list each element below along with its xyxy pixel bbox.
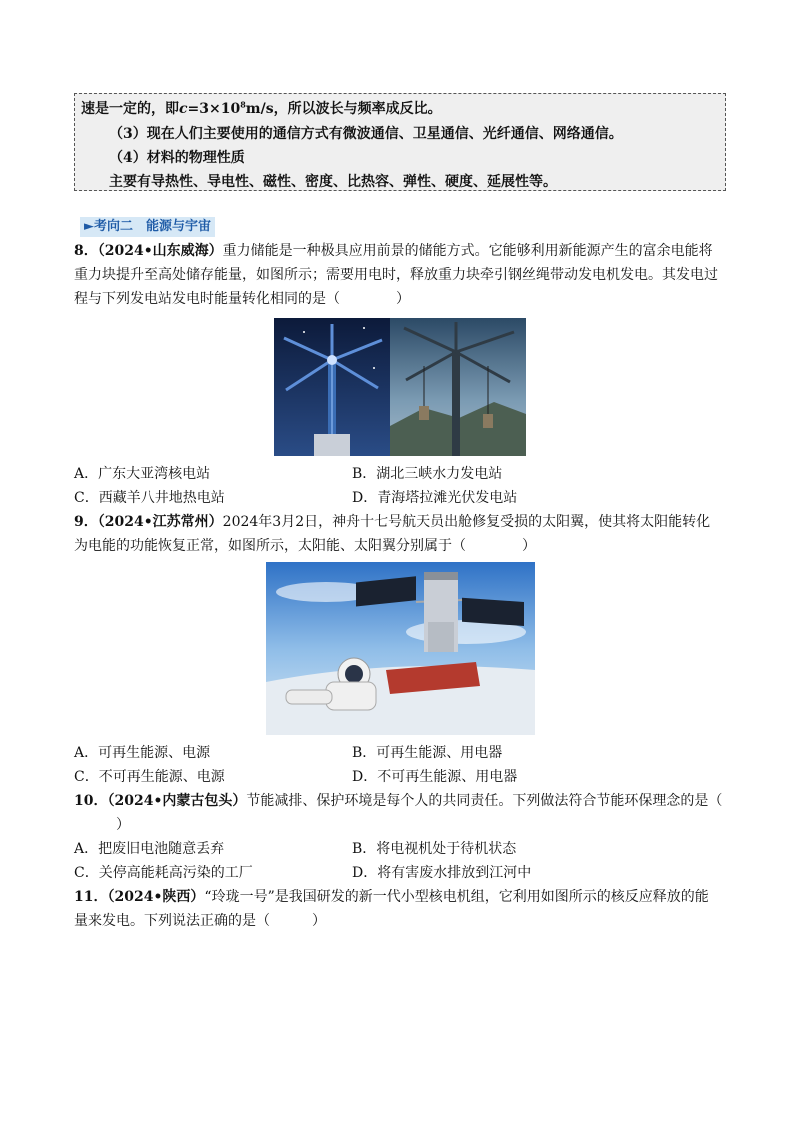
summary-line-1 [81,98,442,118]
summary-text: 速是一定的，即 [81,101,179,117]
question-8-line-2: 重力块提升至高处储存能量，如图所示；需要用电时，释放重力块牵引钢丝绳带动发电机发电。其发电过 [74,267,718,283]
q8-option-b: B．湖北三峡水力发电站 [352,466,503,482]
question-8-line-1 [74,241,713,261]
question-number: 9． [74,514,98,530]
question-9-line-2: 为电能的功能恢复正常，如图所示，太阳能、太阳翼分别属于（ ） [74,538,536,554]
question-number: 11． [74,889,108,905]
q8-option-a: A．广东大亚湾核电站 [74,466,211,482]
question-11-line-2: 量来发电。下列说法正确的是（ ） [74,913,326,929]
question-source: （2024•陕西） [107,889,205,905]
question-text: 重力储能是一种极具应用前景的储能方式。它能够利用新能源产生的富余电能将 [222,243,713,259]
question-8-line-3: 程与下列发电站发电时能量转化相同的是（ ） [74,291,410,307]
q9-option-a: A．可再生能源、电源 [74,745,211,761]
summary-line-3: （4）材料的物理性质 [109,150,245,166]
summary-line-2: （3）现在人们主要使用的通信方式有微波通信、卫星通信、光纤通信、网络通信。 [109,126,623,142]
question-text: 2024年3月2日，神舟十七号航天员出舱修复受损的太阳翼，使其将太阳能转化 [222,514,711,530]
q10-option-a: A．把废旧电池随意丢弃 [74,841,225,857]
q8-option-c: C．西藏羊八井地热电站 [74,490,225,506]
question-source: （2024•山东威海） [97,243,223,259]
summary-box [74,93,726,191]
q10-option-b: B．将电视机处于待机状态 [352,841,517,857]
q9-option-b: B．可再生能源、用电器 [352,745,503,761]
question-text: “玲珑一号”是我国研发的新一代小型核电机组，它利用如图所示的核反应释放的能 [204,889,709,905]
question-number: 10． [74,793,108,809]
summary-text: =3×10 [187,101,241,117]
question-number: 8． [74,243,98,259]
speed-symbol: c [179,101,188,117]
summary-line-4: 主要有导热性、导电性、磁性、密度、比热容、弹性、硬度、延展性等。 [109,174,557,190]
q9-option-c: C．不可再生能源、电源 [74,769,225,785]
q9-option-d: D．不可再生能源、用电器 [352,769,518,785]
summary-text: m/s，所以波长与频率成反比。 [245,101,442,117]
question-11-line-1 [74,887,709,907]
exponent: 8 [240,99,246,110]
question-9-line-1 [74,512,710,532]
question-source: （2024•江苏常州） [97,514,223,530]
question-10-line-2: ） [116,817,130,833]
section-heading: ►考向二 能源与宇宙 [80,217,215,237]
spacewalk-photo [266,562,535,735]
question-source: （2024•内蒙古包头） [107,793,247,809]
question-text: 节能减排、保护环境是每个人的共同责任。下列做法符合节能环保理念的是（ [246,793,723,809]
q10-option-d: D．将有害废水排放到江河中 [352,865,532,881]
question-10-line-1 [74,791,722,811]
q8-option-d: D．青海塔拉滩光伏发电站 [352,490,518,506]
gravity-storage-photo [274,318,526,456]
q10-option-c: C．关停高能耗高污染的工厂 [74,865,253,881]
